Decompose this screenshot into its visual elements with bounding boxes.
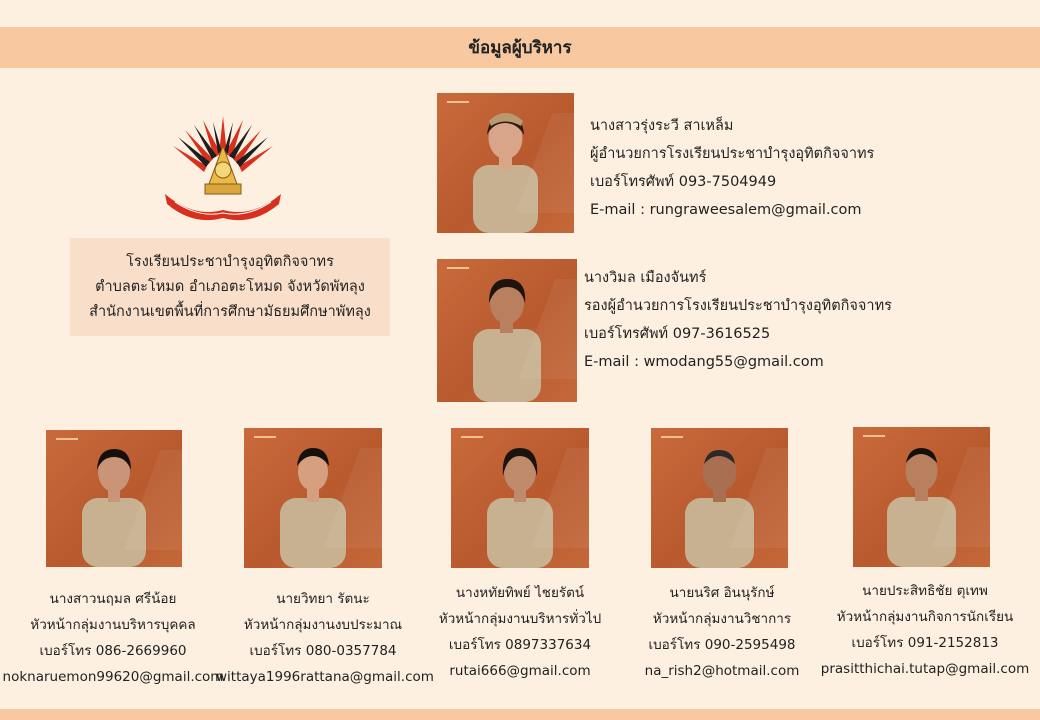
director-phone: เบอร์โทรศัพท์ 093-7504949 (590, 174, 777, 190)
person-icon (473, 113, 538, 233)
deputy-photo (437, 259, 577, 402)
director-info (590, 112, 874, 224)
deputy-email[interactable]: E-mail : wmodang55@gmail.com (584, 354, 824, 370)
director-email[interactable]: E-mail : rungraweesalem@gmail.com (590, 202, 862, 218)
staff-phone: เบอร์โทร 0897337634 (448, 637, 592, 653)
staff-info-1 (2, 586, 224, 690)
staff-position: หัวหน้ากลุ่มงานกิจการนักเรียน (836, 609, 1014, 625)
deputy-phone: เบอร์โทรศัพท์ 097-3616525 (584, 326, 771, 342)
staff-name: นายนริศ อินนุรักษ์ (669, 585, 775, 601)
staff-photo-1 (46, 430, 182, 567)
staff-phone: เบอร์โทร 080-0357784 (249, 643, 397, 659)
staff-info-3 (430, 580, 610, 684)
deputy-info (584, 264, 892, 376)
staff-phone: เบอร์โทร 090-2595498 (648, 637, 796, 653)
director-name: นางสาวรุ่งระวี สาเหล็ม (590, 118, 734, 134)
director-photo (437, 93, 574, 233)
staff-photo-4 (651, 428, 788, 568)
person-icon (82, 449, 146, 567)
staff-phone: เบอร์โทร 091-2152813 (851, 635, 999, 651)
person-icon (280, 448, 346, 568)
staff-photo-2 (244, 428, 382, 568)
staff-email[interactable]: noknaruemon99620@gmail.com (2, 669, 224, 685)
person-icon (473, 279, 541, 402)
staff-position: หัวหน้ากลุ่มงานวิชาการ (652, 611, 792, 627)
staff-name: นายวิทยา รัตนะ (276, 591, 370, 607)
staff-photo-3 (451, 428, 589, 568)
director-position: ผู้อำนวยการโรงเรียนประชาบำรุงอุทิตกิจจาทร (590, 146, 875, 162)
staff-name: นายประสิทธิชัย ตุเทพ (862, 583, 988, 599)
school-logo (160, 112, 286, 230)
school-office: สำนักงานเขตพื้นที่การศึกษามัธยมศึกษาพัทลุง (89, 303, 371, 320)
person-icon (685, 450, 754, 568)
school-address: ตำบลตะโหมด อำเภอตะโหมด จังหวัดพัทลุง (95, 278, 365, 295)
staff-photo-5 (853, 427, 990, 567)
person-icon (887, 448, 956, 567)
staff-name: นางหทัยทิพย์ ไชยรัตน์ (455, 585, 585, 601)
staff-info-2 (216, 586, 434, 690)
staff-email[interactable]: wittaya1996rattana@gmail.com (216, 669, 434, 685)
person-icon (487, 448, 553, 568)
deputy-name: นางวิมล เมืองจันทร์ (584, 270, 707, 286)
page-title: ข้อมูลผู้บริหาร (0, 27, 1040, 68)
staff-position: หัวหน้ากลุ่มงานบริหารบุคคล (30, 617, 196, 633)
staff-info-4 (630, 580, 814, 684)
staff-phone: เบอร์โทร 086-2669960 (39, 643, 187, 659)
staff-name: นางสาวนฤมล ศรีน้อย (49, 591, 177, 607)
school-info-box (70, 238, 390, 336)
deputy-position: รองผู้อำนวยการโรงเรียนประชาบำรุงอุทิตกิจจาทร (584, 298, 892, 314)
staff-email[interactable]: rutai666@gmail.com (449, 663, 591, 679)
staff-email[interactable]: na_rish2@hotmail.com (644, 663, 800, 679)
staff-position: หัวหน้ากลุ่มงานงบประมาณ (243, 617, 403, 633)
staff-position: หัวหน้ากลุ่มงานบริหารทั่วไป (438, 611, 602, 627)
staff-email[interactable]: prasitthichai.tutap@gmail.com (820, 661, 1030, 677)
footer-bar (0, 709, 1040, 720)
school-name: โรงเรียนประชาบำรุงอุทิตกิจจาทร (126, 253, 334, 270)
staff-info-5 (820, 578, 1030, 682)
